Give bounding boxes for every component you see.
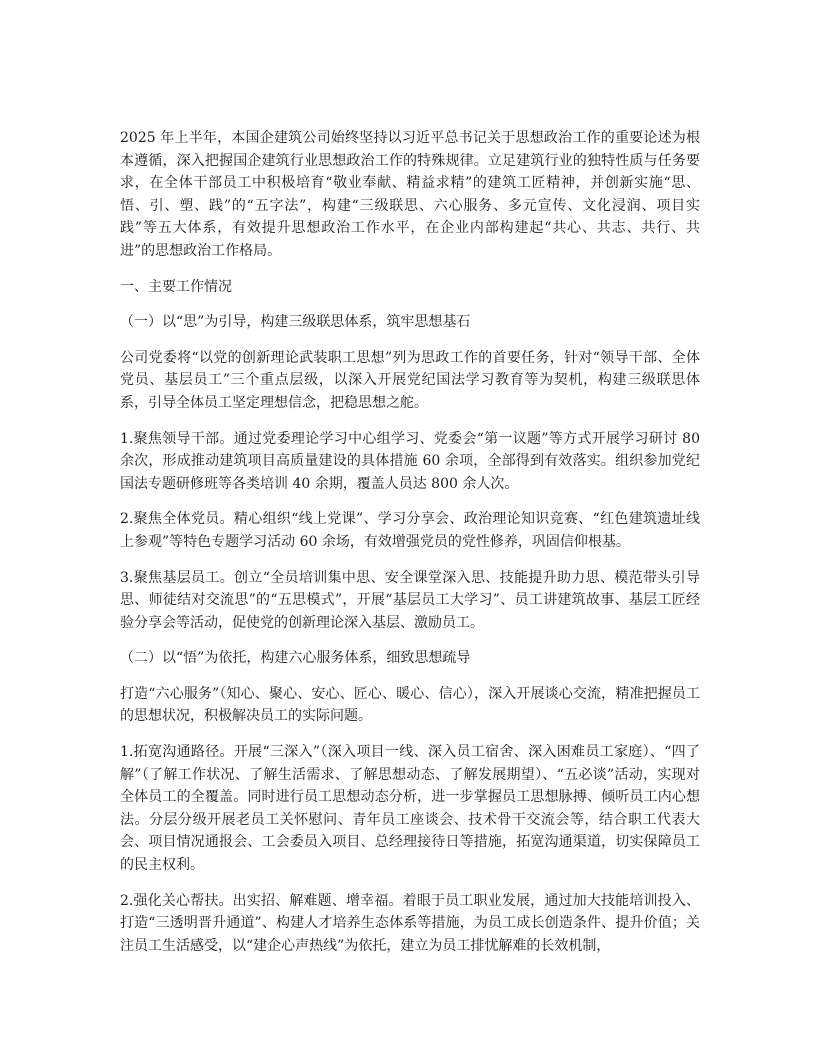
item-1-1: 1.聚焦领导干部。通过党委理论学习中心组学习、党委会“第一议题”等方式开展学习研讨 80 余次，形成推动建筑项目高质量建设的具体措施 60 余项，全部得到有效落实。组织参加党纪国法专题研修班等各类培训 40 余期，覆盖人员达 800 余人次。 [120, 430, 700, 492]
item-2-2: 2.强化关心帮扶。出实招、解难题、增幸福。着眼于员工职业发展，通过加大技能培训投入、打造“三透明晋升通道”、构建人才培养生态体系等措施，为员工成长创造条件、提升价值；关注员工生活感受，以“建企心声热线”为依托，建立为员工排忧解难的长效机制， [120, 892, 700, 954]
item-2-1: 1.拓宽沟通路径。开展“三深入”（深入项目一线、深入员工宿舍、深入困难员工家庭）、“四了解”（了解工作状况、了解生活需求、了解思想动态、了解发展期望）、“五必谈”活动，实现对全体员工的全覆盖。同时进行员工思想动态分析，进一步掌握员工思想脉搏、倾听员工内心想法。分层分级开展老员工关怀慰问、青年员工座谈会、技术骨干交流会等，结合职工代表大会、项目情况通报会、工会委员入项目、总经理接待日等措施，拓宽沟通渠道，切实保障员工的民主权利。 [120, 744, 700, 874]
subsection-heading-1: （一）以“思”为引导，构建三级联思体系，筑牢思想基石 [120, 314, 471, 331]
item-1-3: 3.聚焦基层员工。创立“全员培训集中思、安全课堂深入思、技能提升助力思、模范带头引导思、师徒结对交流思”的“五思模式”，开展“基层员工大学习”、员工讲建筑故事、基层工匠经验分享会等活动，促使党的创新理论深入基层、激励员工。 [120, 569, 700, 631]
section-heading-1: 一、主要工作情况 [120, 278, 232, 295]
intro-paragraph: 2025 年上半年，本国企建筑公司始终坚持以习近平总书记关于思想政治工作的重要论述为根本遵循，深入把握国企建筑行业思想政治工作的特殊规律。立足建筑行业的独特性质与任务要求，在全体干部员工中积极培育“敬业奉献、精益求精”的建筑工匠精神，并创新实施“思、悟、引、塑、践”的“五字法”，构建“三级联思、六心服务、多元宣传、文化浸润、项目实践”等五大体系，有效提升思想政治工作水平，在企业内部构建起“共心、共志、共行、共进”的思想政治工作格局。 [120, 130, 700, 259]
document-body [120, 127, 700, 957]
subsection-2-intro: 打造“六心服务”（知心、聚心、安心、匠心、暖心、信心），深入开展谈心交流，精准把握员工的思想状况，积极解决员工的实际问题。 [120, 685, 700, 725]
subsection-1-intro: 公司党委将“以党的创新理论武装职工思想”列为思政工作的首要任务，针对“领导干部、全体党员、基层员工”三个重点层级，以深入开展党纪国法学习教育等为契机，构建三级联思体系，引导全体员工坚定理想信念，把稳思想之舵。 [120, 349, 700, 411]
item-1-2: 2.聚焦全体党员。精心组织“线上党课”、学习分享会、政治理论知识竞赛、“红色建筑遗址线上参观”等特色专题学习活动 60 余场，有效增强党员的党性修养，巩固信仰根基。 [120, 511, 700, 550]
subsection-heading-2: （二）以“悟”为依托，构建六心服务体系，细致思想疏导 [120, 650, 471, 667]
